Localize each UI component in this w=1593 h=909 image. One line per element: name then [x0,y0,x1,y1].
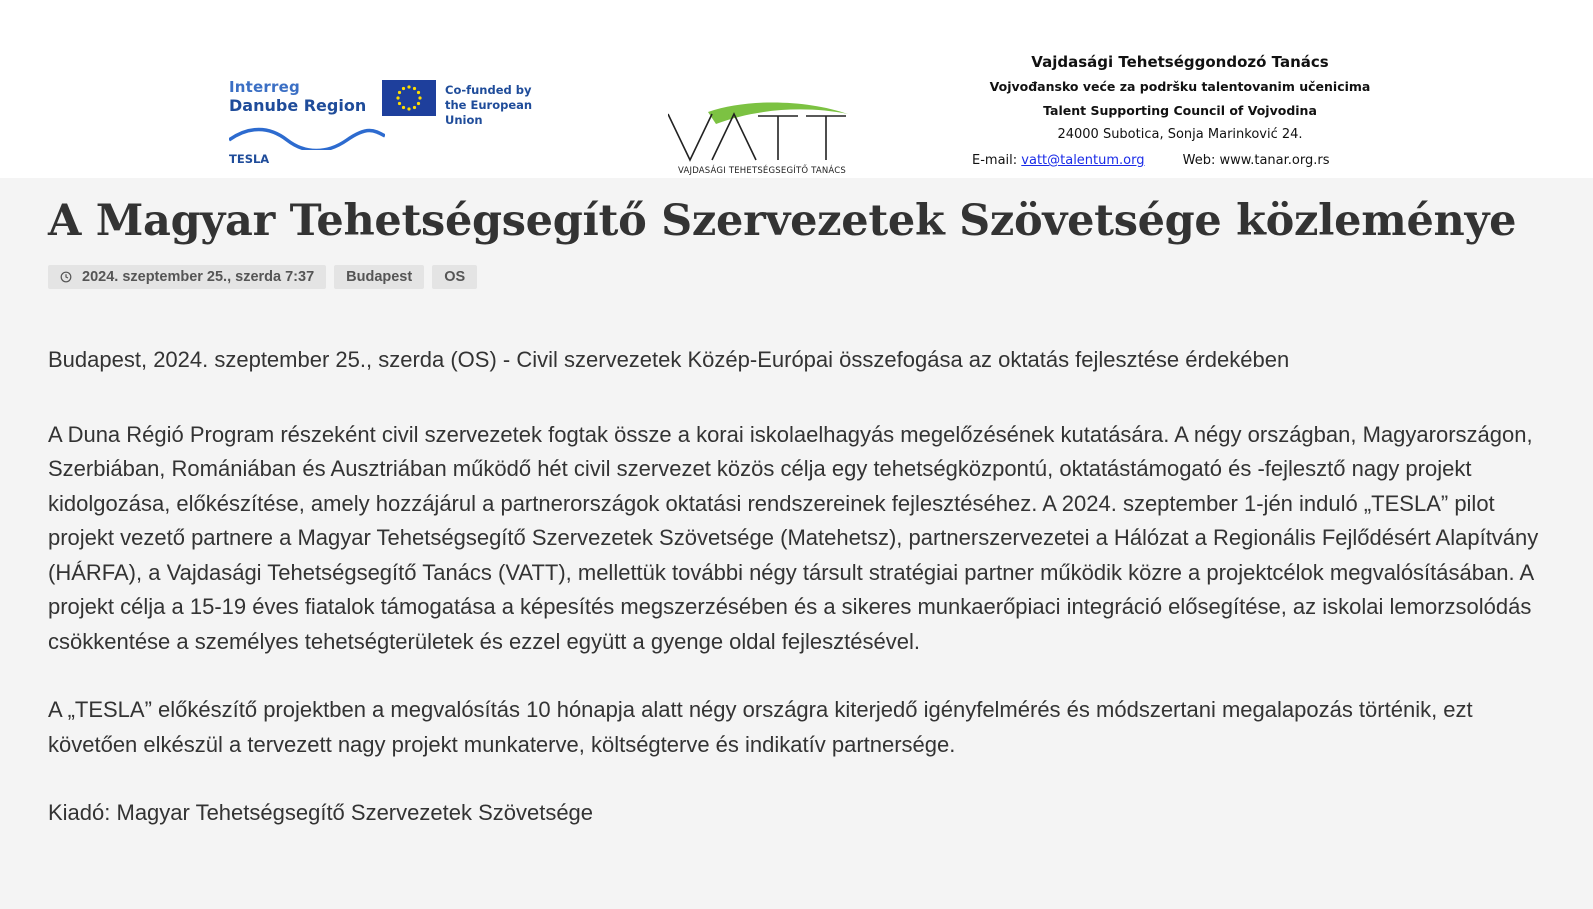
eu-flag-icon [382,80,436,116]
tesla-label: TESLA [229,152,270,166]
date-text: 2024. szeptember 25., szerda 7:37 [82,269,315,285]
cofund-line1: Co-funded by [445,83,532,97]
council-info [960,49,1400,175]
email-link[interactable]: vatt@talentum.org [1021,153,1145,168]
vatt-logo-mark [668,102,868,166]
danube-wave-icon [229,126,385,150]
article-meta [48,265,477,289]
interreg-line1: Interreg [229,78,300,96]
council-name-sr: Vojvođansko veće za podršku talentovanim učenicima [989,79,1371,94]
article-paragraph-1: A Duna Régió Program részeként civil szervezetek fogtak össze a korai iskolaelhagyás megelőzésének kutatására. A négy országban, Magyarországon, Szerbiában, Romániában és Ausztriában működő hét civil szervezet közös célja egy tehetségközpontú, oktatástámogató és -fejlesztő nagy projekt kidolgozása, előkészítése, amely hozzájárul a partnerországok oktatási rendszereinek fejlesztéséhez. A 2024. szeptember 1-jén induló „TESLA” pilot projekt vezető partnere a Magyar Tehetségsegítő Szervezetek Szövetsége (Matehetsz), partnerszervezetei a Hálózat a Regionális Fejlődésért Alapítvány (HÁRFA), a Vajdasági Tehetségsegítő Tanács (VATT), mellettük további négy társult stratégiai partner működik közre a projektcélok megvalósításában. A projekt célja a 15-19 éves fiatalok támogatása a képesítés megszerzésében és a sikeres munkaerőpiaci integráció elősegítése, az iskolai lemorzsolódás csökkentése a személyes tehetségterületek és ezzel együtt a gyenge oldal fejlesztésével. [48,421,1539,654]
council-name-hu: Vajdasági Tehetséggondozó Tanács [1031,53,1329,71]
article-paragraph-2: A „TESLA” előkészítő projektben a megvalósítás 10 hónapja alatt négy országra kiterjedő igényfelmérés és módszertani megalapozás történik, ezt követően elkészül a tervezett nagy projekt munkaterve, költségterve és indikatív partnersége. [48,697,1473,757]
clock-icon [60,271,72,283]
council-address: 24000 Subotica, Sonja Marinković 24. [1057,127,1303,142]
council-contact [960,147,1400,175]
article-title: A Magyar Tehetségsegítő Szervezetek Szövetsége közleménye [48,196,1517,246]
interreg-line2: Danube Region [229,96,367,115]
article-lead: Budapest, 2024. szeptember 25., szerda (OS) - Civil szervezetek Közép-Európai összefogása az oktatás fejlesztése érdekében [48,347,1290,372]
source-tag[interactable]: OS [432,265,477,289]
article [0,178,1593,909]
article-publisher: Kiadó: Magyar Tehetségsegítő Szervezetek Szövetsége [48,800,594,825]
location-tag[interactable]: Budapest [334,265,424,289]
email-label: E-mail: [972,153,1018,168]
vatt-subtitle: VAJDASÁGI TEHETSÉGSEGÍTŐ TANÁCS [678,166,847,176]
date-tag [48,265,326,289]
vatt-logo [668,102,868,178]
cofunded-text [445,83,569,128]
interreg-logo [229,78,569,174]
cofund-line2: the European Union [445,98,533,127]
article-body [48,343,1558,865]
header-banner [0,0,1593,178]
council-name-en: Talent Supporting Council of Vojvodina [1043,103,1317,118]
web-address: Web: www.tanar.org.rs [1182,153,1330,168]
